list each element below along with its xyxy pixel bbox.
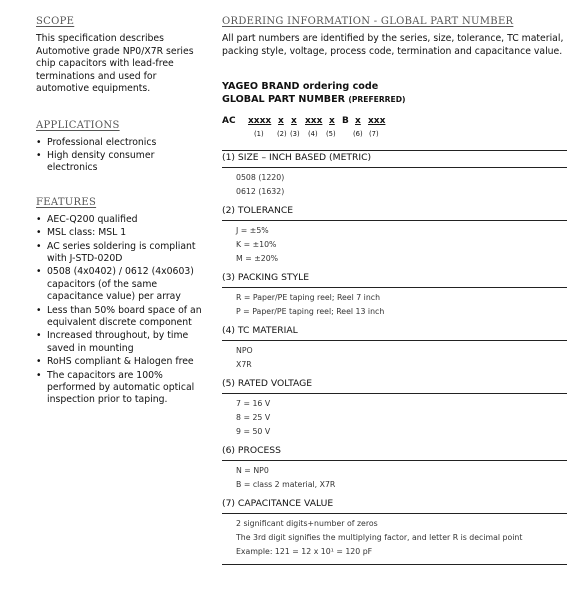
code-part: xxxx <box>248 116 272 126</box>
code-part: x <box>355 116 361 126</box>
tc-material-title: (4) TC MATERIAL <box>222 324 567 341</box>
voltage-item: 8 = 25 V <box>236 413 271 422</box>
voltage-title: (5) RATED VOLTAGE <box>222 377 567 394</box>
voltage-section <box>222 377 567 444</box>
tolerance-item: J = ±5% <box>236 226 269 235</box>
process-item: B = class 2 material, X7R <box>236 480 336 489</box>
capacitance-title: (7) CAPACITANCE VALUE <box>222 497 567 514</box>
tc-material-section <box>222 324 567 377</box>
code-number: (1) <box>254 130 264 138</box>
code-sections <box>222 150 567 565</box>
packing-item: R = Paper/PE taping reel; Reel 7 inch <box>236 293 381 302</box>
list-item: • Professional electronics <box>36 136 157 148</box>
code-prefix: AC <box>222 116 236 126</box>
code-part: x <box>329 116 335 126</box>
left-column <box>36 16 204 408</box>
code-part: x <box>278 116 284 126</box>
size-item: 0508 (1220) <box>236 173 285 182</box>
right-column <box>222 16 567 565</box>
tolerance-title: (2) TOLERANCE <box>222 204 567 221</box>
process-item: N = NP0 <box>236 466 269 475</box>
features-list <box>36 214 204 407</box>
part-number-code <box>222 116 567 144</box>
applications-list <box>36 137 204 175</box>
code-part: x <box>291 116 297 126</box>
list-item: • AC series soldering is compliant with J-STD-020D <box>36 240 196 264</box>
capacitance-item: 2 significant digits+number of zeros <box>236 519 378 528</box>
list-item: • AEC-Q200 qualified <box>36 213 138 225</box>
size-title: (1) SIZE – INCH BASED (METRIC) <box>222 151 567 168</box>
capacitance-section <box>222 497 567 565</box>
brand-line: YAGEO BRAND ordering code <box>222 81 379 92</box>
voltage-item: 7 = 16 V <box>236 399 271 408</box>
size-item: 0612 (1632) <box>236 187 285 196</box>
list-item: • MSL class: MSL 1 <box>36 227 127 239</box>
tolerance-item: M = ±20% <box>236 254 279 263</box>
code-part: xxx <box>368 116 386 126</box>
brand-block <box>222 80 567 106</box>
list-item: • Less than 50% board space of an equivalent discrete component <box>36 304 202 328</box>
features-section <box>36 197 204 407</box>
capacitance-item: Example: 121 = 12 x 10¹ = 120 pF <box>236 547 373 556</box>
packing-title: (3) PACKING STYLE <box>222 271 567 288</box>
code-number: (6) <box>353 130 363 138</box>
scope-heading: SCOPE <box>36 16 75 27</box>
list-item: • High density consumer electronics <box>36 149 155 174</box>
list-item: • Increased throughout, by time saved in mounting <box>36 330 189 354</box>
code-number: (5) <box>326 130 336 138</box>
size-section <box>222 151 567 204</box>
packing-item: P = Paper/PE taping reel; Reel 13 inch <box>236 307 385 316</box>
code-number: (2) <box>277 130 287 138</box>
voltage-item: 9 = 50 V <box>236 427 271 436</box>
list-item: • 0508 (4x0402) / 0612 (4x0603) capacitors (of the same capacitance value) per array <box>36 266 194 303</box>
process-title: (6) PROCESS <box>222 444 567 461</box>
process-section <box>222 444 567 497</box>
features-heading: FEATURES <box>36 196 97 208</box>
code-number: (7) <box>369 130 379 138</box>
ordering-intro: All part numbers are identified by the series, size, tolerance, TC material, packing style, voltage, process code, termination and capacitance value. <box>222 33 564 57</box>
list-item: • The capacitors are 100% performed by automatic optical inspection prior to taping. <box>36 369 195 406</box>
gpn-title: GLOBAL PART NUMBER (PREFERRED) <box>222 94 406 105</box>
ordering-heading: ORDERING INFORMATION - GLOBAL PART NUMBER <box>222 16 514 27</box>
tolerance-section <box>222 204 567 271</box>
code-part: B <box>342 116 349 126</box>
applications-heading: APPLICATIONS <box>36 119 120 131</box>
code-number: (3) <box>290 130 300 138</box>
code-part: xxx <box>305 116 323 126</box>
scope-section <box>36 16 204 96</box>
list-item: • RoHS compliant & Halogen free <box>36 356 194 368</box>
scope-text: This specification describes Automotive grade NP0/X7R series chip capacitors with lead-free terminations and used for automotive equipments. <box>36 33 194 94</box>
code-number: (4) <box>308 130 318 138</box>
applications-section <box>36 120 204 175</box>
packing-section <box>222 271 567 324</box>
tc-material-item: NPO <box>236 346 253 355</box>
capacitance-item: The 3rd digit signifies the multiplying factor, and letter R is decimal point <box>236 533 523 542</box>
tc-material-item: X7R <box>236 360 252 369</box>
tolerance-item: K = ±10% <box>236 240 277 249</box>
